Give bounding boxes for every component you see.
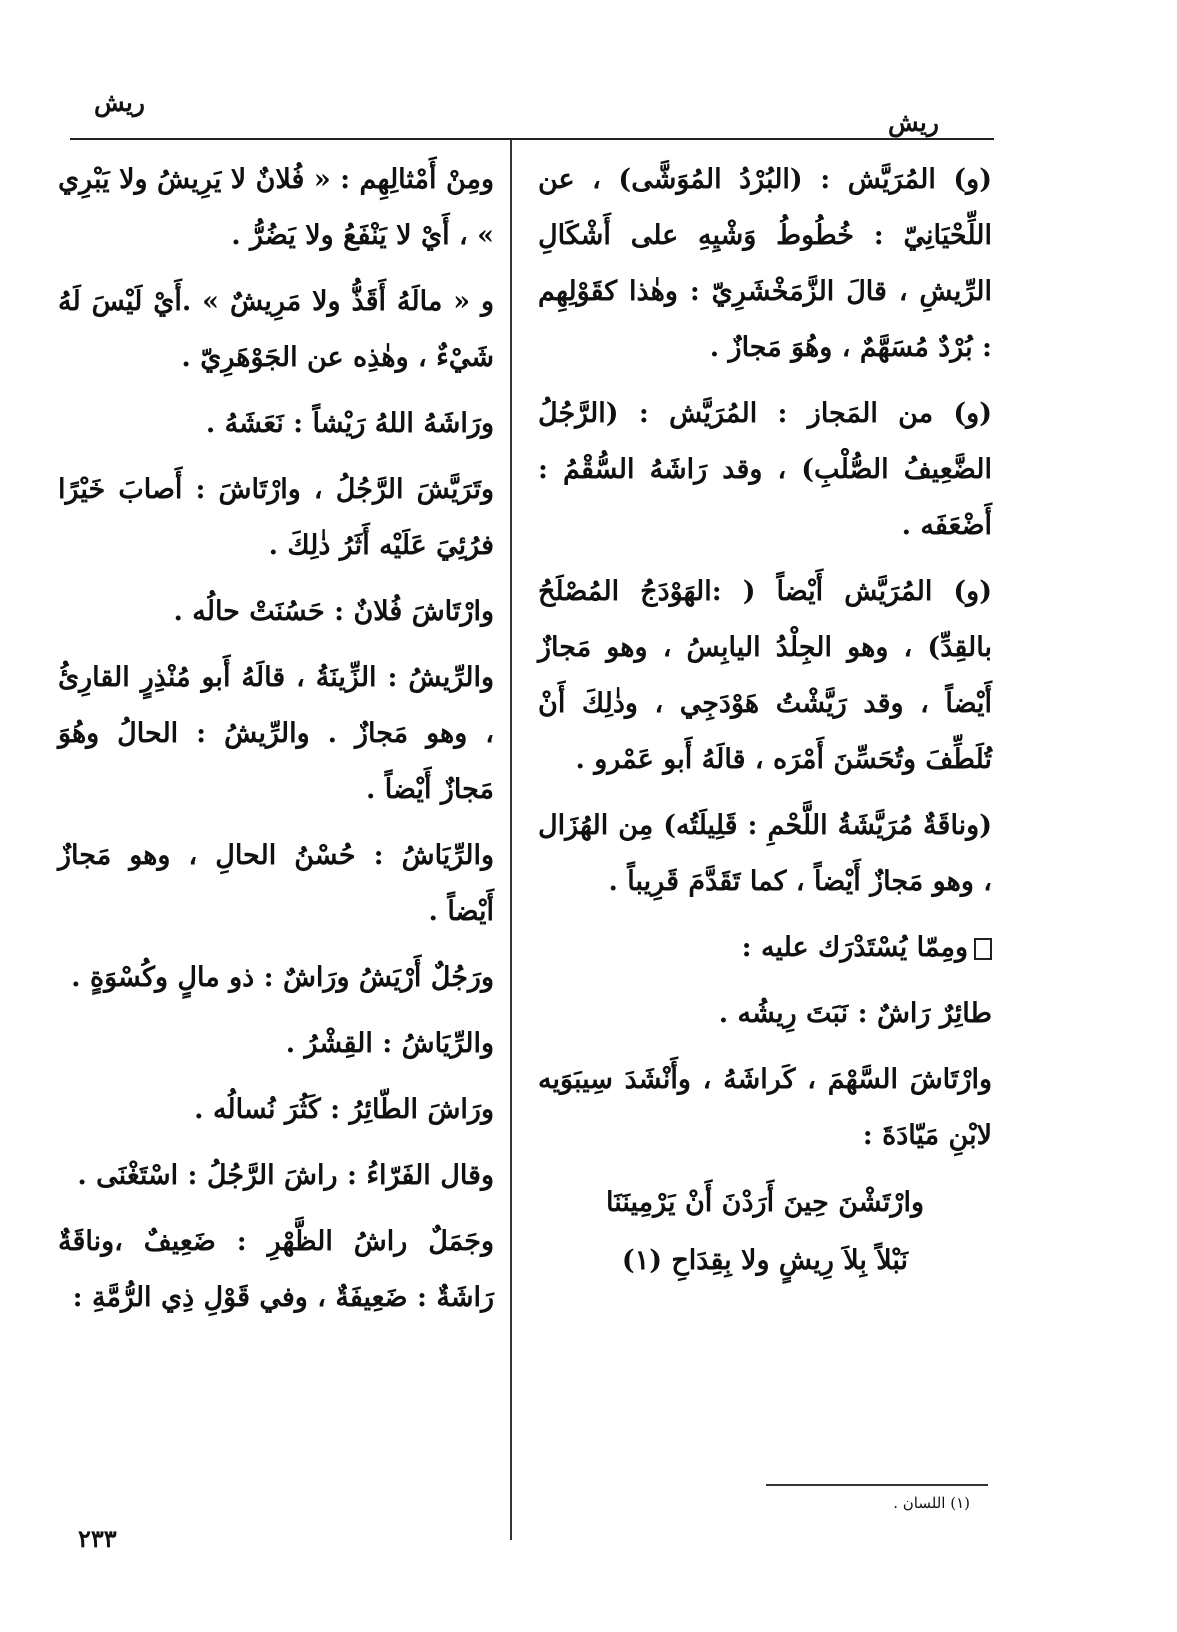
entry-paragraph: ورَجُلٌ أَرْيَشُ ورَاشٌ : ذو مالٍ وكُسْوَةٍ . <box>71 962 494 993</box>
entry-paragraph: ومِنْ أَمْثالِهِم : « فُلانٌ لا يَرِيشُ ولا يَبْرِي » ، أَيْ لا يَنْفَعُ ولا يَضُرُّ . <box>58 164 494 251</box>
entry-paragraph: (وناقَةٌ مُرَيَّشَةُ اللَّحْمِ : قَلِيلَتُه) مِن الهُزَال ، وهو مَجازٌ أَيْضاً ، كما تَقَدَّمَ قَرِيباً . <box>538 810 992 897</box>
entry-paragraph: و « مالَهُ أَقَذُّ ولا مَرِيشٌ » .أَيْ لَيْسَ لَهُ شَيْءٌ ، وهٰذِه عن الجَوْهَرِيّ . <box>58 286 494 373</box>
left-column <box>58 152 494 1336</box>
page-number: ٢٣٣ <box>78 1524 117 1553</box>
entry-paragraph: وتَرَيَّشَ الرَّجُلُ ، وارْتَاشَ : أَصابَ خَيْرًا فرُئِيَ عَلَيْه أَثَرُ ذٰلِكَ . <box>58 474 494 561</box>
entry-paragraph: والرِّيَاشُ : حُسْنُ الحالِ ، وهو مَجازٌ أَيْضاً . <box>58 840 494 927</box>
entry-paragraph: وارْتَاشَ السَّهْمَ ، كَراشَهُ ، وأَنْشَدَ سِيبَوَيه لابْنِ مَيّادَةَ : <box>538 1064 992 1151</box>
entry-paragraph: والرِّيشُ : الزِّينَةُ ، قالَهُ أَبو مُنْذِرٍ القارِئُ ، وهو مَجازٌ . والرِّيشُ : الحالُ وهُوَ مَجازٌ أَيْضاً . <box>58 662 494 805</box>
entry-paragraph: ورَاشَ الطّائِرُ : كَثُرَ نُسالُه . <box>194 1094 494 1125</box>
verse-line-1: وارْتَشْنَ حِينَ أَرَدْنَ أَنْ يَرْمِينَنَا <box>606 1187 924 1218</box>
entry-paragraph: (و) من المَجاز : المُرَيَّش : (الرَّجُلُ الضَّعِيفُ الصُّلْبِ) ، وقد رَاشَهُ السُّقْمُ : أَضْعَفَه . <box>538 398 992 541</box>
column-divider <box>510 140 512 1540</box>
running-header-right: ريش <box>888 108 939 137</box>
entry-paragraph: (و) المُرَيَّش أَيْضاً ( :الهَوْدَجُ المُصْلَحُ بالقِدِّ) ، وهو الجِلْدُ اليابِسُ ، وهو مَجازٌ أَيْضاً ، وقد رَيَّشْتُ هَوْدَجِي ، وذٰلِكَ أَنْ تُلَطِّفَ وتُحَسِّنَ أَمْرَه ، قالَهُ أَبو عَمْرو . <box>538 576 992 775</box>
verse-line-2: نَبْلاً بِلاَ رِيشٍ ولا بِقِدَاحِ (١) <box>621 1245 909 1276</box>
entry-paragraph: ورَاشَهُ اللهُ رَيْشاً : نَعَشَهُ . <box>205 408 494 439</box>
header-rule <box>70 138 994 140</box>
footnote-rule <box>766 1484 988 1486</box>
running-header-left: ريش <box>94 88 145 117</box>
bracket-marker-icon <box>974 938 992 960</box>
right-column <box>538 152 992 1290</box>
footnote: (١) اللسان . <box>893 1494 970 1512</box>
addendum-heading: ومِمّا يُسْتَدْرَك عليه : <box>538 920 992 976</box>
entry-paragraph: وقال الفَرّاءُ : راشَ الرَّجُلُ : اسْتَغْنَى . <box>77 1160 494 1191</box>
entry-paragraph: وارْتَاشَ فُلانٌ : حَسُنَتْ حالُه . <box>173 596 494 627</box>
entry-paragraph: وجَمَلٌ راشُ الظَّهْرِ : ضَعِيفٌ ،وناقَةٌ رَاشَةٌ : ضَعِيفَةٌ ، وفي قَوْلِ ذِي الرُّمَّةِ : <box>58 1226 494 1313</box>
entry-paragraph: طائِرٌ رَاشٌ : نَبَتَ رِيشُه . <box>718 998 992 1029</box>
entry-paragraph: والرِّيَاشُ : القِشْرُ . <box>285 1028 494 1059</box>
entry-paragraph: (و) المُرَيَّش : (البُرْدُ المُوَشَّى) ، عن اللِّحْيَانِيّ : خُطُوطُ وَشْيِهِ على أَشْكَالِ الرِّيشِ ، قالَ الزَّمَخْشَرِيّ : وهٰذا كقَوْلِهِم : بُرْدٌ مُسَهَّمٌ ، وهُوَ مَجازٌ . <box>538 164 992 363</box>
